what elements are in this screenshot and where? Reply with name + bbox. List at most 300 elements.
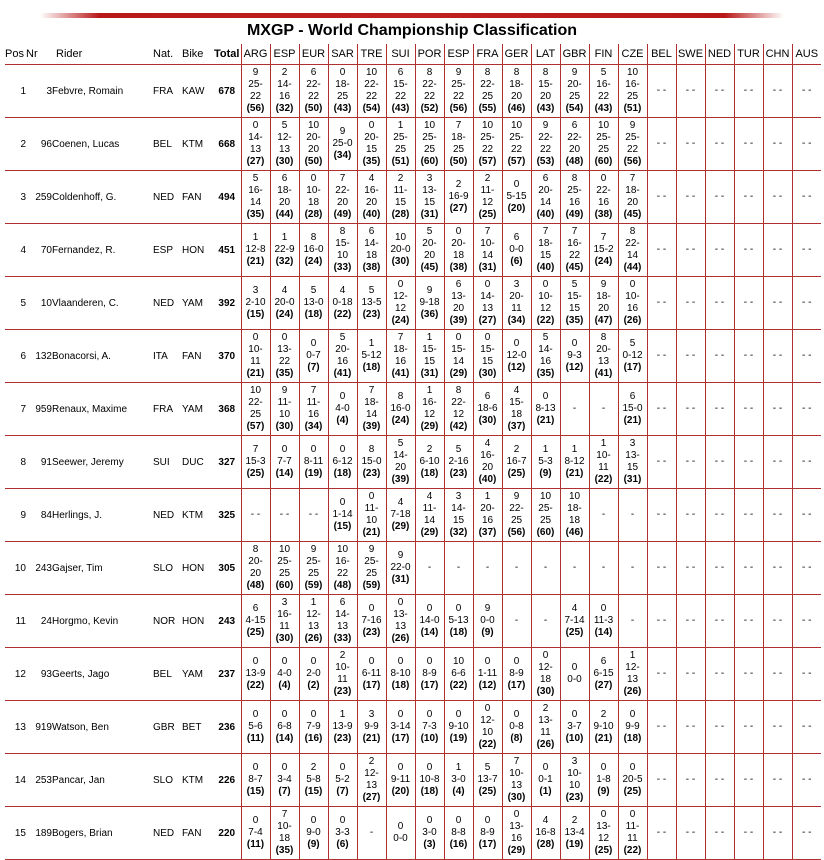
gp-score-line: - xyxy=(601,509,606,520)
col-gp-lat-10[interactable]: LAT xyxy=(531,44,560,65)
col-gp-fin-12[interactable]: FIN xyxy=(589,44,618,65)
gp-result-cell xyxy=(270,436,299,489)
gp-score-line: 14- xyxy=(248,132,263,143)
gp-result-cell xyxy=(618,595,647,648)
gp-score-line: 18 xyxy=(539,674,552,685)
gp-result-cell xyxy=(357,436,386,489)
gp-score-line: 13- xyxy=(596,821,611,832)
gp-result-cell xyxy=(241,383,270,436)
gp-points: (59) xyxy=(304,580,323,591)
gp-points: (17) xyxy=(420,680,439,691)
gp-result-cell xyxy=(386,277,415,330)
gp-score-line: 20 xyxy=(452,303,465,314)
col-gp-esp-7[interactable]: ESP xyxy=(444,44,473,65)
gp-result-cell xyxy=(792,807,821,860)
table-row[interactable] xyxy=(5,224,821,277)
gp-score-line: 20- xyxy=(567,79,582,90)
gp-result-cell xyxy=(734,277,763,330)
gp-result-cell xyxy=(386,65,415,118)
gp-result-cell xyxy=(270,65,299,118)
gp-score-line: 4 xyxy=(571,603,578,614)
gp-result-cell xyxy=(676,118,705,171)
gp-result-cell xyxy=(357,807,386,860)
gp-score-line: 13-0 xyxy=(303,297,324,308)
gp-score-line: 11- xyxy=(364,503,379,514)
col-gp-ned-16[interactable]: NED xyxy=(705,44,734,65)
gp-score-line: 13 xyxy=(278,144,291,155)
gp-score-line: 10- xyxy=(277,821,292,832)
gp-result-cell xyxy=(473,65,502,118)
gp-score-line: 22 xyxy=(510,144,523,155)
gp-score-line: 14- xyxy=(538,344,553,355)
gp-score-line: - - xyxy=(656,774,667,785)
rider-number-cell: 259 xyxy=(26,171,52,224)
gp-points: (49) xyxy=(333,209,352,220)
col-gp-eur-2[interactable]: EUR xyxy=(299,44,328,65)
gp-score-line: 12- xyxy=(393,291,408,302)
gp-score-line: 0 xyxy=(455,815,462,826)
gp-points: (31) xyxy=(391,574,410,585)
gp-score-line: 0 xyxy=(310,656,317,667)
gp-score-line: 25- xyxy=(364,556,379,567)
total-points-cell: 243 xyxy=(213,595,241,648)
table-row[interactable] xyxy=(5,65,821,118)
gp-points: (31) xyxy=(420,209,439,220)
gp-score-line: 14 xyxy=(626,250,639,261)
gp-result-cell xyxy=(560,65,589,118)
gp-result-cell xyxy=(560,701,589,754)
gp-score-line: 0 xyxy=(426,709,433,720)
gp-score-line: 11 xyxy=(540,727,551,738)
gp-result-cell xyxy=(734,542,763,595)
gp-points: (25) xyxy=(246,627,265,638)
gp-result-cell xyxy=(241,277,270,330)
col-gp-gbr-11[interactable]: GBR xyxy=(560,44,589,65)
gp-score-line: 20- xyxy=(596,344,611,355)
gp-score-line: - xyxy=(572,562,577,573)
gp-points: (21) xyxy=(362,527,381,538)
gp-result-cell xyxy=(299,436,328,489)
gp-score-line: 10 xyxy=(336,544,349,555)
table-row[interactable] xyxy=(5,648,821,701)
col-nat[interactable]: Nat. xyxy=(153,44,182,65)
gp-score-line: - - xyxy=(656,827,667,838)
gp-result-cell xyxy=(241,489,270,542)
gp-points: (60) xyxy=(420,156,439,167)
gp-score-line: 13- xyxy=(422,185,437,196)
gp-score-line: 3-4 xyxy=(277,774,292,785)
gp-score-line: 11 xyxy=(337,674,348,685)
gp-score-line: 8 xyxy=(426,67,433,78)
gp-score-line: 9 xyxy=(339,126,346,137)
gp-points: (21) xyxy=(623,415,642,426)
gp-score-line: - xyxy=(601,403,606,414)
gp-score-line: 25 xyxy=(626,91,639,102)
gp-score-line: 20- xyxy=(538,185,553,196)
gp-result-cell xyxy=(502,595,531,648)
gp-score-line: - xyxy=(369,827,374,838)
col-gp-por-6[interactable]: POR xyxy=(415,44,444,65)
table-row[interactable] xyxy=(5,118,821,171)
gp-result-cell xyxy=(618,171,647,224)
gp-result-cell xyxy=(618,383,647,436)
gp-score-line: 15-2 xyxy=(593,244,614,255)
gp-result-cell xyxy=(763,701,792,754)
gp-score-line: 4-0 xyxy=(277,668,292,679)
gp-score-line: 14 xyxy=(423,515,436,526)
gp-points: (51) xyxy=(623,103,642,114)
gp-result-cell xyxy=(444,807,473,860)
col-rider[interactable]: Rider xyxy=(52,44,153,65)
gp-result-cell xyxy=(647,595,676,648)
total-points-cell: 305 xyxy=(213,542,241,595)
gp-score-line: 10 xyxy=(336,250,349,261)
gp-score-line: 2-10 xyxy=(245,297,266,308)
col-gp-tre-4[interactable]: TRE xyxy=(357,44,386,65)
gp-score-line: - - xyxy=(802,827,812,838)
gp-score-line: 13 xyxy=(626,674,639,685)
gp-score-line: 4 xyxy=(542,815,549,826)
gp-points: (18) xyxy=(623,733,642,744)
gp-score-line: 15 xyxy=(481,356,494,367)
gp-result-cell xyxy=(415,701,444,754)
gp-score-line: 0 xyxy=(455,332,462,343)
gp-score-line: 0 xyxy=(252,709,259,720)
gp-score-line: 5-6 xyxy=(248,721,263,732)
gp-points: (59) xyxy=(362,580,381,591)
gp-score-line: 20 xyxy=(568,144,581,155)
gp-score-line: 4-0 xyxy=(335,403,350,414)
gp-score-line: 12 xyxy=(597,833,610,844)
gp-score-line: 20- xyxy=(451,238,466,249)
gp-score-line: 12 xyxy=(539,303,552,314)
table-row[interactable] xyxy=(5,701,821,754)
gp-score-line: - - xyxy=(743,138,754,149)
rider-name-cell: Gajser, Tim xyxy=(52,542,153,595)
gp-points: (37) xyxy=(507,421,526,432)
rider-name-cell: Pancar, Jan xyxy=(52,754,153,807)
header-row xyxy=(5,44,821,65)
gp-score-line: - xyxy=(630,615,635,626)
gp-result-cell xyxy=(618,277,647,330)
gp-score-line: - - xyxy=(743,562,754,573)
gp-score-line: 0 xyxy=(339,815,346,826)
gp-points: (29) xyxy=(391,521,410,532)
rider-number-cell: 24 xyxy=(26,595,52,648)
gp-result-cell xyxy=(299,330,328,383)
gp-score-line: 15- xyxy=(538,79,553,90)
gp-score-line: 25- xyxy=(422,132,437,143)
gp-score-line: 10 xyxy=(278,544,291,555)
gp-score-line: - - xyxy=(685,774,696,785)
gp-score-line: 25- xyxy=(277,556,292,567)
gp-score-line: 2 xyxy=(571,815,578,826)
gp-result-cell xyxy=(502,171,531,224)
gp-score-line: 2 xyxy=(484,173,491,184)
gp-score-line: - - xyxy=(802,774,812,785)
table-row[interactable] xyxy=(5,436,821,489)
gp-score-line: 25 xyxy=(481,91,494,102)
total-points-cell: 451 xyxy=(213,224,241,277)
gp-score-line: 13 xyxy=(597,356,610,367)
col-gp-arg-0[interactable]: ARG xyxy=(241,44,270,65)
table-row[interactable] xyxy=(5,277,821,330)
gp-points: (23) xyxy=(449,468,468,479)
gp-score-line: 22 xyxy=(539,144,552,155)
gp-points: (17) xyxy=(391,733,410,744)
gp-points: (23) xyxy=(333,686,352,697)
gp-score-line: 10 xyxy=(568,780,581,791)
gp-score-line: 10 xyxy=(539,491,552,502)
gp-score-line: 0 xyxy=(513,709,520,720)
gp-score-line: 0 xyxy=(397,762,404,773)
gp-points: (38) xyxy=(594,209,613,220)
gp-score-line: 12- xyxy=(625,662,640,673)
gp-score-line: 13-4 xyxy=(564,827,585,838)
gp-points: (47) xyxy=(594,315,613,326)
table-row[interactable] xyxy=(5,330,821,383)
gp-points: (33) xyxy=(333,633,352,644)
gp-score-line: 5 xyxy=(484,762,491,773)
gp-score-line: 1 xyxy=(339,709,346,720)
gp-result-cell xyxy=(357,330,386,383)
gp-points: (10) xyxy=(420,733,439,744)
gp-points: (50) xyxy=(304,103,323,114)
gp-points: (56) xyxy=(449,103,468,114)
gp-score-line: - - xyxy=(743,668,754,679)
table-row[interactable] xyxy=(5,754,821,807)
gp-result-cell xyxy=(647,277,676,330)
gp-score-line: 0 xyxy=(397,821,404,832)
gp-score-line: - - xyxy=(802,562,812,573)
col-gp-swe-15[interactable]: SWE xyxy=(676,44,705,65)
gp-score-line: 13 xyxy=(307,621,320,632)
col-bike[interactable]: Bike xyxy=(182,44,213,65)
gp-score-line: 10 xyxy=(307,120,320,131)
gp-score-line: - - xyxy=(743,774,754,785)
total-points-cell: 392 xyxy=(213,277,241,330)
position-cell: 15 xyxy=(5,807,26,860)
gp-score-line: 8-8 xyxy=(451,827,466,838)
gp-score-line: 0-0 xyxy=(393,833,408,844)
gp-score-line: 22 xyxy=(249,91,262,102)
gp-score-line: 25 xyxy=(423,144,436,155)
gp-score-line: 14- xyxy=(335,609,350,620)
gp-result-cell xyxy=(357,701,386,754)
gp-result-cell xyxy=(415,65,444,118)
gp-result-cell xyxy=(415,118,444,171)
gp-points: (44) xyxy=(275,209,294,220)
gp-result-cell xyxy=(328,65,357,118)
gp-result-cell xyxy=(415,436,444,489)
gp-result-cell xyxy=(270,383,299,436)
gp-points: (22) xyxy=(623,845,642,856)
gp-score-line: 9-0 xyxy=(306,827,321,838)
gp-points: (9) xyxy=(307,839,320,850)
gp-result-cell xyxy=(763,489,792,542)
col-gp-sui-5[interactable]: SUI xyxy=(386,44,415,65)
col-gp-tur-17[interactable]: TUR xyxy=(734,44,763,65)
gp-score-line: 0 xyxy=(426,603,433,614)
gp-result-cell xyxy=(299,807,328,860)
gp-result-cell xyxy=(444,648,473,701)
gp-score-line: - - xyxy=(772,297,783,308)
gp-score-line: 25 xyxy=(307,568,320,579)
gp-points: (11) xyxy=(246,839,265,850)
gp-result-cell xyxy=(647,436,676,489)
gp-score-line: 9-10 xyxy=(448,721,469,732)
gp-points: (12) xyxy=(507,362,526,373)
gp-result-cell xyxy=(444,65,473,118)
table-row[interactable] xyxy=(5,171,821,224)
gp-score-line: 2 xyxy=(310,762,317,773)
gp-score-line: - - xyxy=(656,615,667,626)
gp-result-cell xyxy=(357,171,386,224)
table-row[interactable] xyxy=(5,489,821,542)
gp-score-line: 9 xyxy=(484,603,491,614)
gp-score-line: 8 xyxy=(513,67,520,78)
gp-result-cell xyxy=(618,436,647,489)
gp-result-cell xyxy=(531,595,560,648)
gp-score-line: 8 xyxy=(629,226,636,237)
gp-result-cell xyxy=(270,118,299,171)
gp-score-line: 0 xyxy=(339,762,346,773)
col-gp-ger-9[interactable]: GER xyxy=(502,44,531,65)
position-cell: 9 xyxy=(5,489,26,542)
gp-result-cell xyxy=(386,754,415,807)
gp-result-cell xyxy=(328,383,357,436)
gp-score-line: 16 xyxy=(539,356,552,367)
gp-score-line: 9 xyxy=(426,285,433,296)
col-total[interactable]: Total xyxy=(213,44,241,65)
gp-score-line: 7 xyxy=(542,226,549,237)
gp-score-line: 5-8 xyxy=(306,774,321,785)
col-gp-fra-8[interactable]: FRA xyxy=(473,44,502,65)
gp-score-line: 2 xyxy=(542,703,549,714)
position-cell: 4 xyxy=(5,224,26,277)
gp-points: (18) xyxy=(449,627,468,638)
gp-score-line: - - xyxy=(714,615,725,626)
gp-score-line: - - xyxy=(656,138,667,149)
gp-result-cell xyxy=(299,542,328,595)
gp-score-line: 10- xyxy=(335,662,350,673)
gp-score-line: 18- xyxy=(567,503,582,514)
col-gp-cze-13[interactable]: CZE xyxy=(618,44,647,65)
gp-score-line: 10- xyxy=(306,185,321,196)
gp-score-line: 1 xyxy=(310,597,317,608)
gp-score-line: - - xyxy=(772,562,783,573)
gp-score-line: 1-11 xyxy=(477,668,498,679)
gp-points: (4) xyxy=(336,415,349,426)
gp-result-cell xyxy=(328,648,357,701)
table-row[interactable] xyxy=(5,383,821,436)
page-title: MXGP - World Championship Classification xyxy=(246,22,578,39)
gp-score-line: 7 xyxy=(252,444,259,455)
col-gp-chn-18[interactable]: CHN xyxy=(763,44,792,65)
gp-score-line: 18-6 xyxy=(477,403,498,414)
gp-points: (52) xyxy=(420,103,439,114)
gp-result-cell xyxy=(705,171,734,224)
table-row[interactable] xyxy=(5,807,821,860)
gp-score-line: 15- xyxy=(480,344,495,355)
col-pos[interactable]: Pos xyxy=(5,44,26,65)
gp-result-cell xyxy=(328,807,357,860)
gp-score-line: 25- xyxy=(248,79,263,90)
gp-score-line: 25- xyxy=(538,503,553,514)
gp-result-cell xyxy=(734,701,763,754)
gp-score-line: 13-9 xyxy=(332,721,353,732)
nationality-cell: SLO xyxy=(153,542,182,595)
gp-score-line: 14 xyxy=(481,250,494,261)
gp-score-line: 16 xyxy=(394,356,407,367)
gp-score-line: 0 xyxy=(455,603,462,614)
gp-result-cell xyxy=(589,436,618,489)
gp-points: (25) xyxy=(623,786,642,797)
gp-score-line: 9 xyxy=(542,120,549,131)
gp-score-line: 10 xyxy=(423,120,436,131)
gp-score-line: - - xyxy=(685,244,696,255)
table-row[interactable] xyxy=(5,542,821,595)
rider-name-cell: Horgmo, Kevin xyxy=(52,595,153,648)
gp-points: (17) xyxy=(478,839,497,850)
gp-score-line: - - xyxy=(656,403,667,414)
gp-score-line: 25- xyxy=(596,132,611,143)
gp-score-line: 16- xyxy=(567,238,582,249)
rider-name-cell: Fernandez, R. xyxy=(52,224,153,277)
gp-score-line: 3 xyxy=(571,756,578,767)
gp-result-cell xyxy=(763,436,792,489)
gp-points: (34) xyxy=(304,421,323,432)
gp-score-line: - - xyxy=(743,350,754,361)
col-gp-aus-19[interactable]: AUS xyxy=(792,44,821,65)
col-gp-sar-3[interactable]: SAR xyxy=(328,44,357,65)
gp-score-line: 13- xyxy=(277,344,292,355)
gp-score-line: - xyxy=(630,562,635,573)
col-nr[interactable]: Nr xyxy=(26,44,52,65)
gp-score-line: 8-9 xyxy=(422,668,437,679)
gp-score-line: 8 xyxy=(397,391,404,402)
gp-result-cell xyxy=(531,648,560,701)
gp-score-line: 5 xyxy=(310,285,317,296)
gp-score-line: 11- xyxy=(277,397,292,408)
gp-result-cell xyxy=(502,277,531,330)
gp-score-line: 16 xyxy=(481,515,494,526)
rider-name-cell: Bonacorsi, A. xyxy=(52,330,153,383)
gp-result-cell xyxy=(763,277,792,330)
gp-score-line: 0 xyxy=(397,279,404,290)
gp-score-line: 14 xyxy=(365,409,378,420)
col-gp-bel-14[interactable]: BEL xyxy=(647,44,676,65)
gp-result-cell xyxy=(734,436,763,489)
gp-score-line: 14- xyxy=(480,291,495,302)
gp-result-cell xyxy=(589,754,618,807)
table-row[interactable] xyxy=(5,595,821,648)
gp-score-line: 0 xyxy=(281,762,288,773)
gp-result-cell xyxy=(357,595,386,648)
gp-result-cell xyxy=(589,171,618,224)
gp-score-line: 9 xyxy=(252,67,259,78)
gp-score-line: - - xyxy=(802,403,812,414)
col-gp-esp-1[interactable]: ESP xyxy=(270,44,299,65)
gp-points: (60) xyxy=(275,580,294,591)
gp-score-line: 7-14 xyxy=(564,615,585,626)
gp-result-cell xyxy=(357,65,386,118)
gp-points: (31) xyxy=(623,474,642,485)
gp-score-line: 22 xyxy=(481,144,494,155)
rider-name-cell: Vlaanderen, C. xyxy=(52,277,153,330)
gp-score-line: - - xyxy=(685,827,696,838)
gp-points: (4) xyxy=(452,786,465,797)
